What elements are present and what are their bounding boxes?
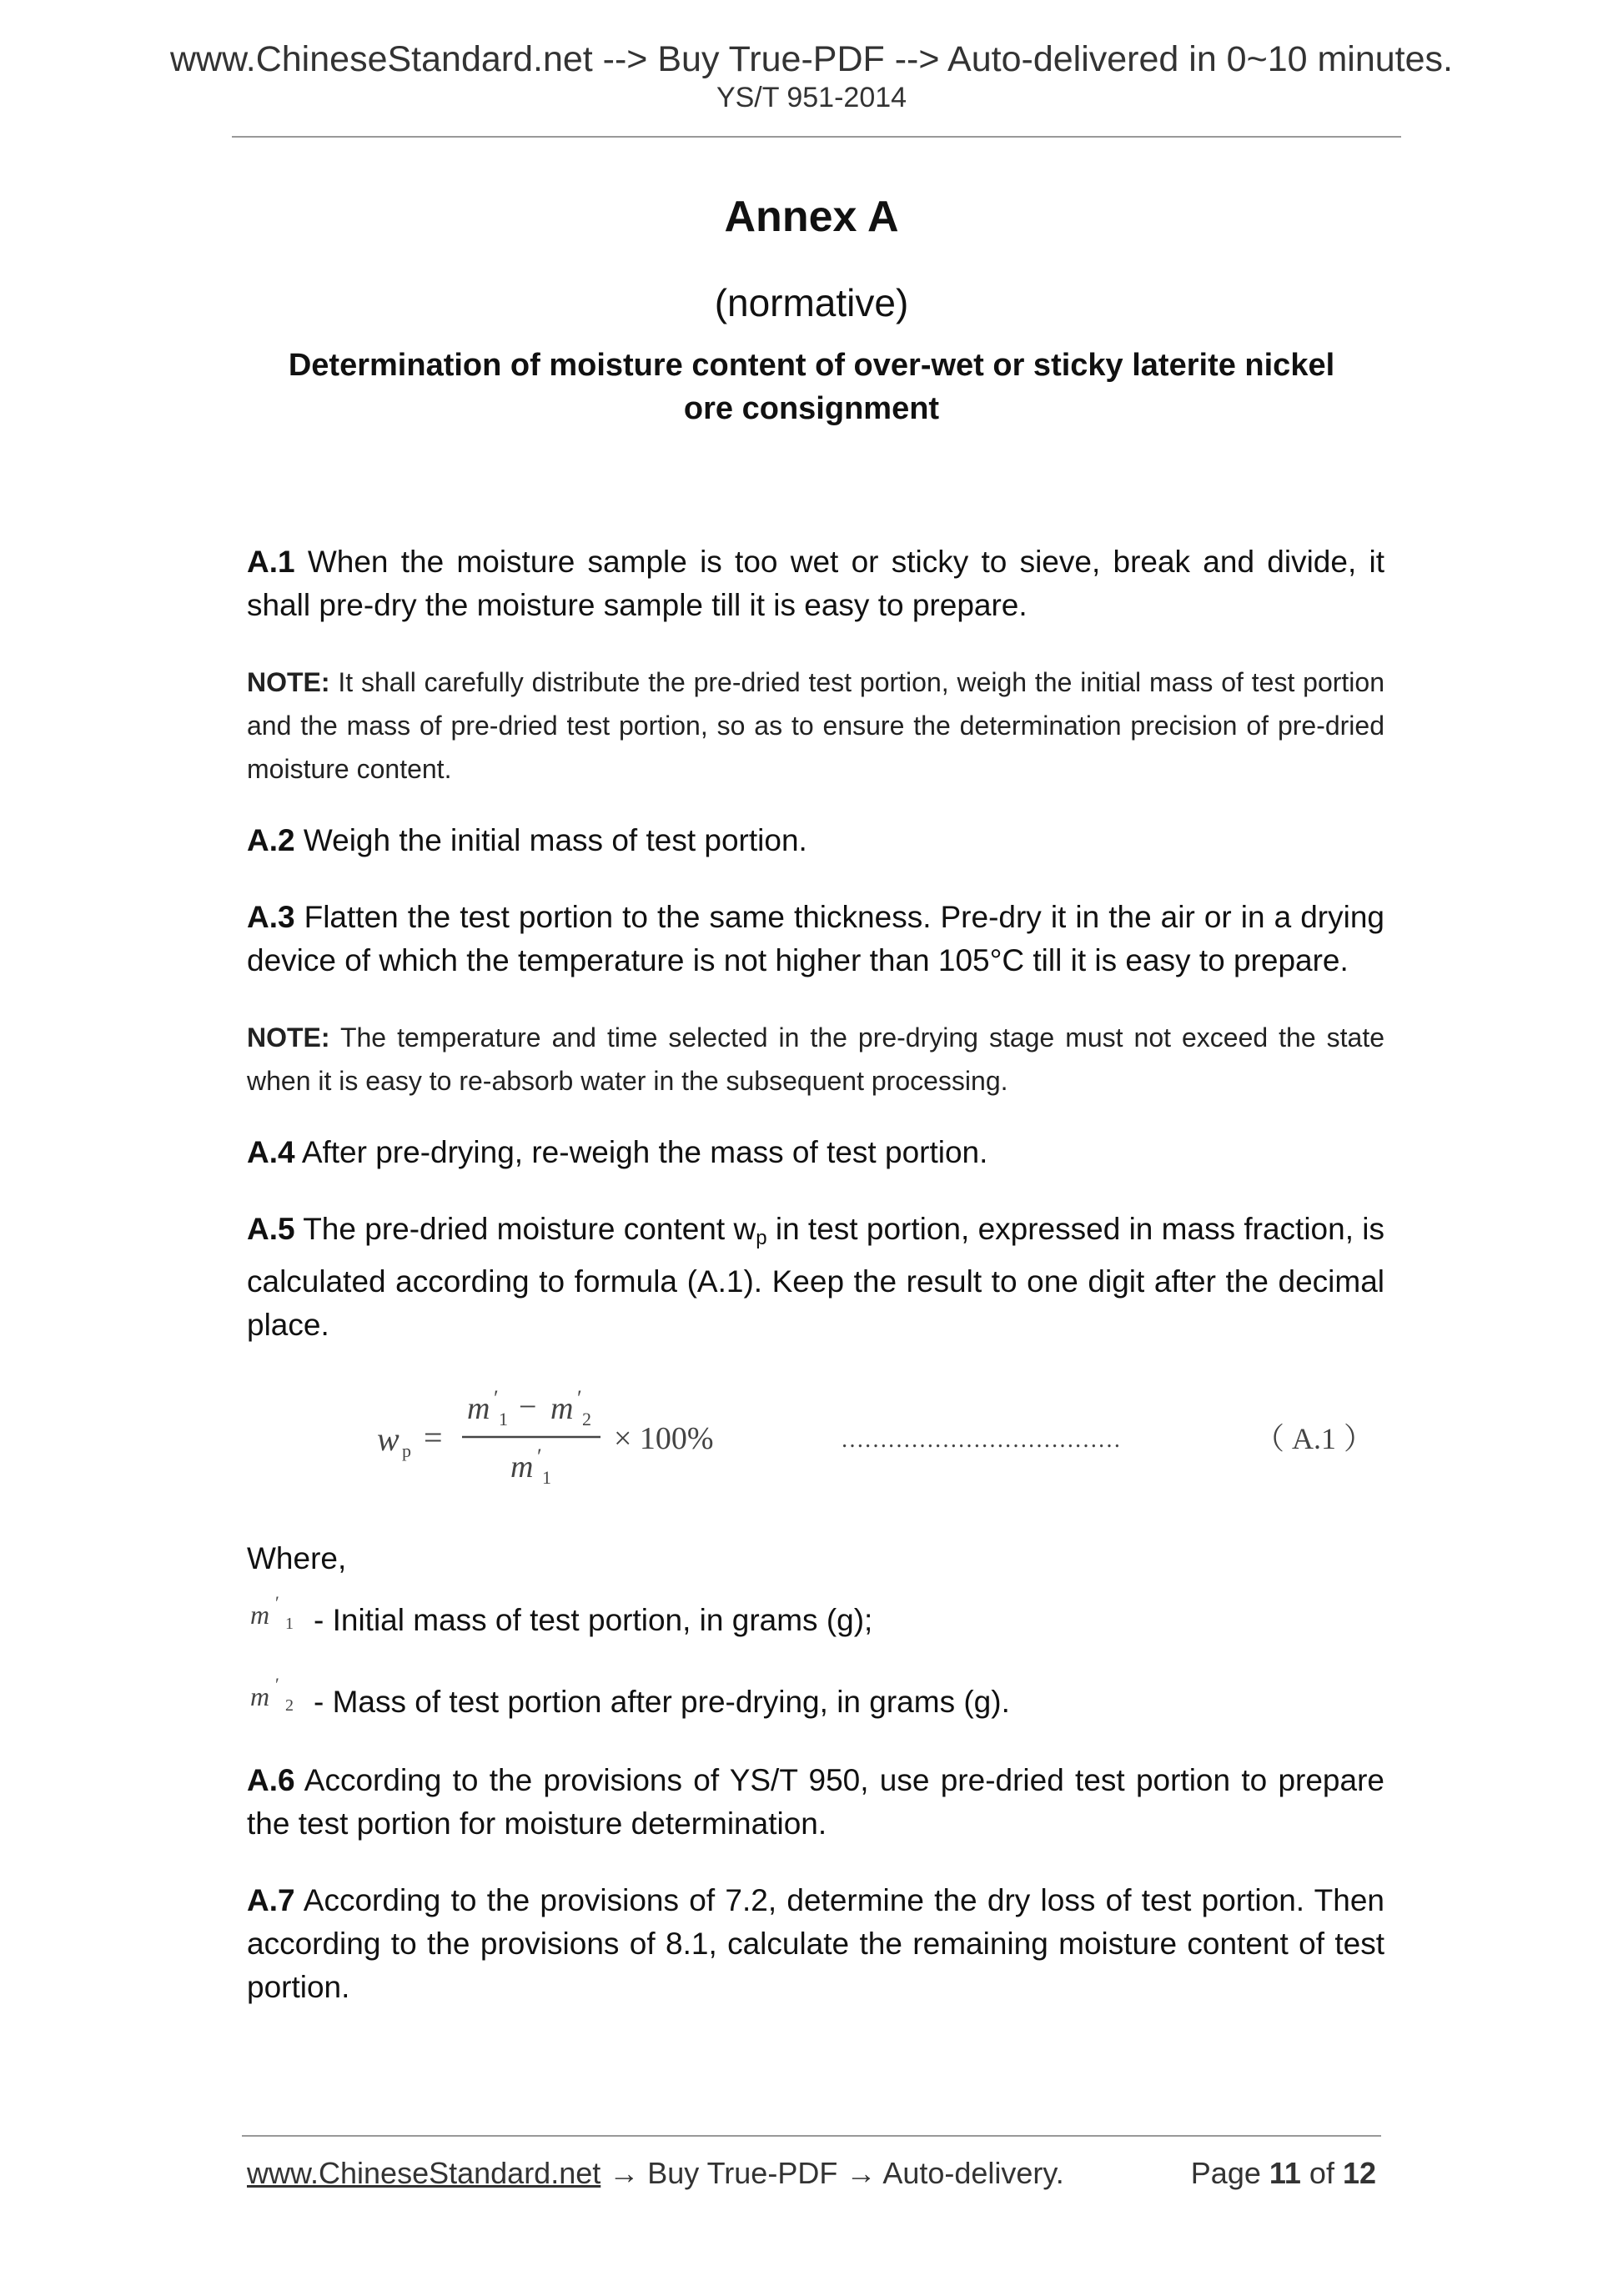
variable-symbol	[247, 1677, 314, 1724]
footer-source-text: → Buy True-PDF → Auto-delivery.	[600, 2156, 1064, 2190]
clause-number: A.7	[247, 1883, 295, 1917]
note-text: The temperature and time selected in the pre-drying stage must not exceed the state when it is easy to re-absorb water in the subsequent processing.	[247, 1022, 1384, 1096]
variable-description: - Mass of test portion after pre-drying, in grams (g).	[314, 1685, 1010, 1719]
note-label: NOTE:	[247, 1022, 330, 1053]
clause-text: Flatten the test portion to the same thickness. Pre-dry it in the air or in a drying device of which the temperature is not higher than 105°C till it is easy to prepare.	[247, 900, 1384, 977]
clause-number: A.1	[247, 545, 295, 579]
formula-lhs-sub: p	[402, 1440, 411, 1461]
clause-text: When the moisture sample is too wet or sticky to sieve, break and divide, it shall pre-dry the moisture sample till it is easy to prepare.	[247, 545, 1384, 622]
clause-a1	[247, 540, 1384, 627]
clause-text: After pre-drying, re-weigh the mass of test portion.	[294, 1135, 988, 1169]
formula-num-a: m	[467, 1391, 490, 1426]
variable-sub: 2	[285, 1696, 294, 1715]
clause-text-cont: in test portion, expressed in mass fraction, is calculated according to formula (A.1). Keep the result to one digit after the decimal place.	[247, 1212, 1384, 1342]
clause-text: Weigh the initial mass of test portion.	[294, 823, 807, 857]
formula-leader-dots: ………………………………	[841, 1427, 1121, 1453]
footer-source	[247, 2158, 1064, 2188]
annex-subtitle: (normative)	[714, 281, 909, 324]
variable-description: - Initial mass of test portion, in grams (g);	[314, 1603, 873, 1637]
formula-graphic	[247, 1380, 1384, 1497]
subscript: p	[756, 1227, 767, 1249]
footer-link[interactable]: www.ChineseStandard.net	[247, 2156, 601, 2190]
formula-num-b: m	[550, 1391, 574, 1426]
note-2	[247, 1016, 1384, 1103]
formula-lhs: w	[377, 1420, 399, 1458]
formula-num-b-sub: 2	[582, 1409, 591, 1429]
formula-number: （ A.1 ）	[1254, 1422, 1374, 1455]
formula-equals: =	[424, 1419, 443, 1456]
note-text: It shall carefully distribute the pre-dried test portion, weigh the initial mass of test portion and the mass of pre-dried test portion, so as to ensure the determination precision of pre-dried moisture content.	[247, 667, 1384, 784]
page-number	[1191, 2158, 1376, 2188]
clause-number: A.3	[247, 900, 295, 934]
variable-m1-definition	[247, 1595, 1384, 1642]
clause-number: A.4	[247, 1135, 295, 1169]
variable-symbol	[247, 1595, 314, 1642]
clause-number: A.6	[247, 1763, 295, 1797]
page-word: Page	[1190, 2156, 1269, 2190]
annex-title: Annex A	[724, 193, 899, 241]
of-word: of	[1300, 2156, 1343, 2190]
variable-m: m	[250, 1681, 270, 1711]
clause-a4	[247, 1131, 1384, 1174]
variable-m: m	[250, 1600, 270, 1630]
variable-prime: ′	[275, 1677, 279, 1695]
clause-text: According to the provisions of YS/T 950, use pre-dried test portion to prepare the test portion for moisture determination.	[247, 1763, 1384, 1841]
note-1	[247, 661, 1384, 791]
current-page: 11	[1269, 2156, 1301, 2190]
clause-a3	[247, 896, 1384, 982]
formula-num-a-sub: 1	[499, 1409, 508, 1429]
annex-heading	[250, 344, 1373, 430]
variable-sub: 1	[285, 1615, 294, 1633]
document-code: YS/T 951-2014	[716, 82, 907, 113]
total-pages: 12	[1342, 2156, 1376, 2190]
formula-minus: −	[519, 1389, 537, 1424]
formula-times-100-percent: × 100%	[614, 1421, 714, 1456]
variable-symbol-graphic	[247, 1595, 314, 1642]
annex-heading-line-2: ore consignment	[683, 391, 940, 426]
annex-body	[247, 540, 1384, 2042]
source-banner: www.ChineseStandard.net --> Buy True-PDF --> Auto-delivered in 0~10 minutes.	[169, 39, 1453, 79]
clause-a5	[247, 1208, 1384, 1347]
clause-number: A.5	[247, 1212, 295, 1246]
variable-m2-definition	[247, 1677, 1384, 1724]
formula-a1	[247, 1380, 1384, 1497]
where-label: Where,	[247, 1541, 347, 1575]
note-label: NOTE:	[247, 667, 330, 697]
footer-divider	[242, 2135, 1381, 2137]
clause-number: A.2	[247, 823, 295, 857]
formula-den-sub: 1	[542, 1467, 551, 1488]
variable-symbol-graphic	[247, 1677, 314, 1724]
variable-prime: ′	[275, 1595, 279, 1613]
clause-text: According to the provisions of 7.2, determine the dry loss of test portion. Then according to the provisions of 8.1, calculate the remaining moisture content of test portion.	[247, 1883, 1384, 2004]
clause-text: The pre-dried moisture content w	[294, 1212, 756, 1246]
formula-num-b-prime: ′	[577, 1386, 582, 1410]
formula-num-a-prime: ′	[494, 1386, 499, 1410]
header-divider	[232, 136, 1401, 138]
clause-a7	[247, 1879, 1384, 2009]
clause-a6	[247, 1759, 1384, 1846]
formula-den-prime: ′	[537, 1444, 542, 1469]
formula-den: m	[510, 1449, 534, 1485]
annex-heading-line-1: Determination of moisture content of over-wet or sticky laterite nickel	[288, 348, 1335, 383]
clause-a2	[247, 819, 1384, 862]
